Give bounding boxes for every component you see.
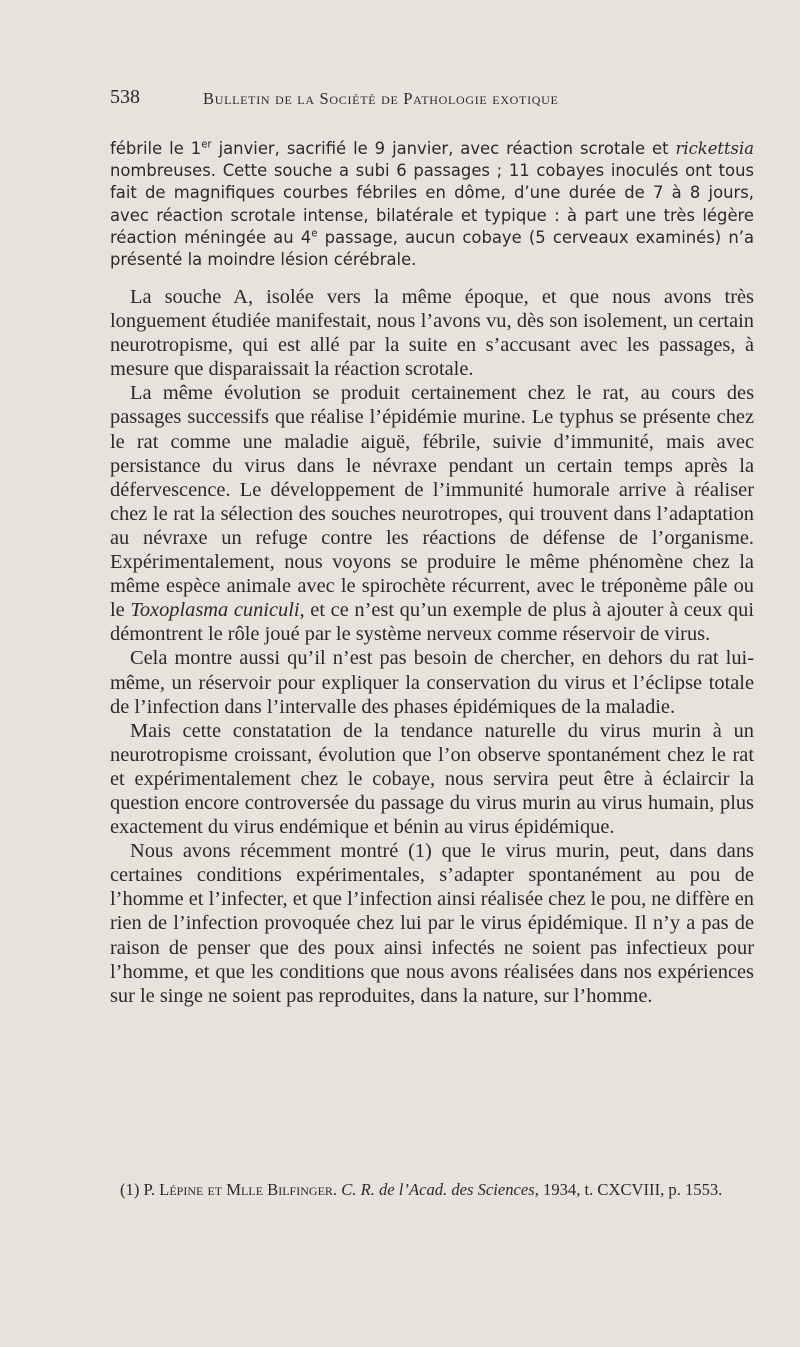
body-paragraph-2 bbox=[110, 381, 754, 646]
intro-text: passage, aucun cobaye (5 cerveaux examinés) n’a présenté la moindre lésion cérébrale. bbox=[110, 227, 754, 270]
body-paragraph-1: La souche A, isolée vers la même époque, et que nous avons très longuement étudiée manifestait, nous l’avons vu, dès son isolement, un certain neurotropisme, qui est allé par la suite en s’accusant avec les passages, à mesure que disparaissait la réaction scrotale. bbox=[110, 286, 754, 381]
intro-paragraph bbox=[110, 138, 754, 271]
intro-text: janvier, sacrifié le 9 janvier, avec réaction scrotale et bbox=[211, 139, 676, 158]
footnote-journal: C. R. de l’Acad. des Sciences bbox=[341, 1180, 535, 1199]
footnote-reference: , 1934, t. CXCVIII, p. 1553. bbox=[534, 1180, 723, 1199]
footnote-text bbox=[110, 1180, 754, 1199]
paragraph-text: , et ce n’est qu’un exemple de plus à ajouter à ceux qui démontrent le rôle joué par le système nerveux comme réservoir de virus. bbox=[110, 599, 754, 646]
running-title: Bulletin de la Société de Pathologie exotique bbox=[203, 89, 559, 108]
intro-text: fébrile le 1 bbox=[110, 139, 202, 158]
body-paragraph-3: Cela montre aussi qu’il n’est pas besoin de chercher, en dehors du rat lui-même, un réservoir pour expliquer la conservation du virus et l’éclipse totale de l’infection dans l’intervalle des phases épidémiques de la maladie. bbox=[110, 647, 754, 718]
paragraph-text: La même évolution se produit certainement chez le rat, au cours des passages successifs que réalise l’épidémie murine. Le typhus se présente chez le rat comme une maladie aiguë, fébrile, suivie d’immunité, mais avec persistance du virus dans le névraxe pendant un certain temps après la défervescence. Le développement de l’immunité humorale arrive à réaliser chez le rat la sélection des souches neurotropes, qui trouvent dans l’adaptation au névraxe un refuge contre les réactions de défense de l’organisme. Expérimentalement, nous voyons se produire le même phénomène chez la même espèce animale avec le spirochète récurrent, avec le tréponème pâle ou le bbox=[110, 382, 754, 622]
page-number: 538 bbox=[110, 86, 140, 108]
body-paragraph-4: Mais cette constatation de la tendance naturelle du virus murin à un neurotropisme croissant, évolution que l’on observe spontanément chez le rat et expérimentalement chez le cobaye, nous servira peut être à éclaircir la question encore controversée du passage du virus murin au virus humain, plus exactement du virus endémique et bénin au virus épidémique. bbox=[110, 719, 754, 839]
footnote-authors: P. Lépine et Mlle Bilfinger. bbox=[143, 1180, 338, 1199]
italic-term: Toxoplasma cuniculi bbox=[130, 599, 300, 622]
body-text bbox=[110, 285, 754, 1008]
footnote bbox=[110, 1180, 754, 1199]
body-paragraph-5: Nous avons récemment montré (1) que le virus murin, peut, dans dans certaines conditions expérimentales, s’adapter spontanément au pou de l’homme et l’infecter, et que l’infection ainsi réalisée chez le pou, ne diffère en rien de l’infection provoquée chez lui par le virus épidémique. Il n’y a pas de raison de penser que des poux ainsi infectés ne soient pas infectieux pour l’homme, et que les conditions que nous avons réalisées dans nos expériences sur le singe ne soient pas reproduites, dans la nature, sur l’homme. bbox=[110, 840, 754, 1007]
superscript-e: e bbox=[311, 228, 318, 240]
intro-text: nombreuses. Cette souche a subi 6 passages ; 11 cobayes inoculés ont tous fait de magnifiques courbes fébriles en dôme, d’une durée de 7 à 8 jours, avec réaction scrotale intense, bilatérale et typique : à part une très légère réaction méningée au 4 bbox=[110, 161, 754, 247]
footnote-marker: (1) bbox=[120, 1180, 144, 1199]
superscript-er: er bbox=[201, 139, 212, 151]
italic-term: rickettsia bbox=[675, 139, 754, 158]
